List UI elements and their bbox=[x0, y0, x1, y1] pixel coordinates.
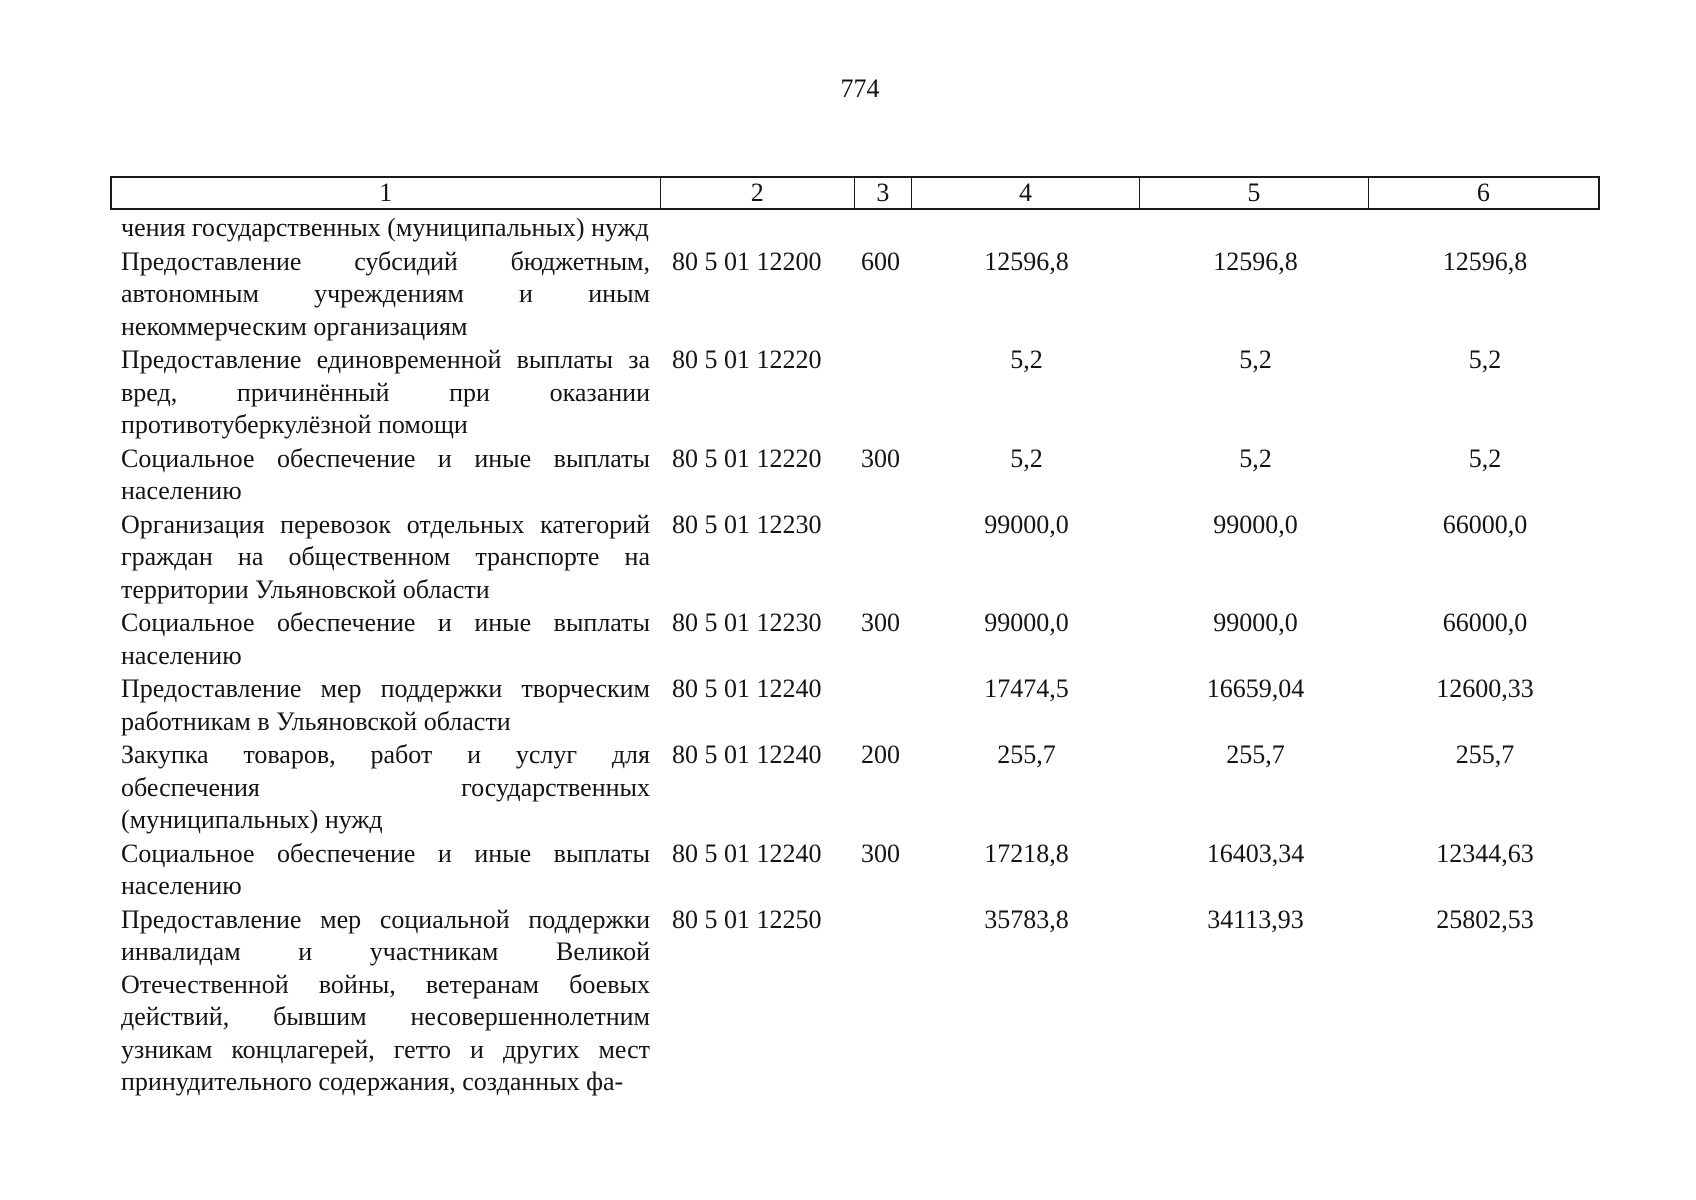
row-type: 300 bbox=[861, 838, 900, 868]
page-number: 774 bbox=[840, 74, 880, 103]
row-code: 80 5 01 12240 bbox=[672, 674, 822, 703]
row-value-5: 16403,34 bbox=[1206, 838, 1305, 868]
row-value-4: 35783,8 bbox=[984, 904, 1069, 934]
row-code: 80 5 01 12230 bbox=[672, 509, 822, 539]
header-col-6: 6 bbox=[1476, 178, 1490, 207]
row-value-5: 5,2 bbox=[1239, 443, 1272, 473]
header-col-1: 1 bbox=[112, 178, 661, 208]
table-row bbox=[110, 443, 1600, 508]
row-value-6: 66000,0 bbox=[1442, 608, 1528, 637]
row-value-5: 99000,0 bbox=[1213, 509, 1298, 539]
header-col-5: 5 bbox=[1140, 178, 1368, 208]
row-value-5: 5,2 bbox=[1239, 345, 1272, 374]
row-value-5: 34113,93 bbox=[1207, 904, 1304, 934]
row-type: 600 bbox=[861, 246, 900, 276]
row-name: Предоставление мер поддержки творческим работникам в Ульяновской области bbox=[121, 674, 650, 736]
table-row bbox=[110, 212, 1600, 245]
header-col-3: 3 bbox=[855, 178, 912, 208]
row-name: Организация перевозок отдельных категорий граждан на общественном транспорте на территории Ульяновской области bbox=[121, 509, 650, 604]
table-row bbox=[110, 904, 1600, 1099]
row-value-6: 12600,33 bbox=[1436, 674, 1534, 703]
row-name: Предоставление единовременной выплаты за вред, причинённый при оказании противотуберкулёзной помощи bbox=[121, 345, 650, 439]
row-value-6: 66000,0 bbox=[1442, 509, 1528, 539]
row-value-4: 17218,8 bbox=[984, 838, 1069, 868]
row-value-4: 99000,0 bbox=[984, 509, 1069, 539]
table-body bbox=[110, 212, 1600, 1100]
row-value-4: 12596,8 bbox=[984, 246, 1069, 276]
row-value-4: 5,2 bbox=[1010, 443, 1043, 473]
table-row bbox=[110, 607, 1600, 672]
row-code: 80 5 01 12240 bbox=[672, 838, 822, 868]
row-value-6: 255,7 bbox=[1455, 740, 1515, 769]
table-row bbox=[110, 246, 1600, 344]
row-value-5: 99000,0 bbox=[1213, 608, 1298, 637]
header-col-4: 4 bbox=[912, 178, 1140, 208]
row-value-5: 255,7 bbox=[1226, 740, 1285, 769]
table-row bbox=[110, 344, 1600, 442]
row-value-6: 5,2 bbox=[1468, 443, 1502, 473]
row-value-4: 255,7 bbox=[997, 740, 1056, 769]
row-name: Социальное обеспечение и иные выплаты населению bbox=[121, 608, 650, 670]
row-name: чения государственных (муниципальных) нужд bbox=[121, 213, 649, 242]
row-name: Предоставление субсидий бюджетным, автономным учреждениям и иным некоммерческим организациям bbox=[121, 246, 650, 341]
row-type: 300 bbox=[861, 608, 900, 637]
table-header bbox=[110, 176, 1600, 210]
header-col-2: 2 bbox=[661, 178, 855, 208]
row-value-6: 5,2 bbox=[1468, 345, 1502, 374]
row-value-6: 12344,63 bbox=[1436, 838, 1534, 868]
row-value-4: 5,2 bbox=[1010, 345, 1043, 374]
row-code: 80 5 01 12220 bbox=[672, 345, 822, 374]
row-name: Закупка товаров, работ и услуг для обеспечения государственных (муниципальных) нужд bbox=[121, 740, 650, 834]
table-row bbox=[110, 838, 1600, 903]
row-value-6: 25802,53 bbox=[1436, 904, 1534, 934]
row-code: 80 5 01 12200 bbox=[672, 246, 822, 276]
row-value-6: 12596,8 bbox=[1442, 246, 1528, 276]
table-row bbox=[110, 739, 1600, 837]
row-type: 300 bbox=[861, 443, 900, 473]
row-value-5: 16659,04 bbox=[1206, 674, 1305, 703]
row-code: 80 5 01 12230 bbox=[672, 608, 822, 637]
row-name: Социальное обеспечение и иные выплаты населению bbox=[121, 443, 650, 505]
row-name: Предоставление мер социальной поддержки инвалидам и участникам Великой Отечественной войны, ветеранам боевых действий, бывшим несовершеннолетним узникам концлагерей, гетто и других мест принудительного содержания, созданных фа- bbox=[121, 904, 650, 1096]
table-row bbox=[110, 673, 1600, 738]
row-type: 200 bbox=[861, 740, 900, 769]
row-code: 80 5 01 12240 bbox=[672, 740, 822, 769]
row-value-5: 12596,8 bbox=[1213, 246, 1298, 276]
row-code: 80 5 01 12250 bbox=[672, 904, 822, 934]
row-code: 80 5 01 12220 bbox=[672, 443, 822, 473]
row-value-4: 99000,0 bbox=[984, 608, 1069, 637]
row-name: Социальное обеспечение и иные выплаты населению bbox=[121, 838, 650, 900]
row-value-4: 17474,5 bbox=[984, 674, 1069, 703]
table-row bbox=[110, 509, 1600, 607]
